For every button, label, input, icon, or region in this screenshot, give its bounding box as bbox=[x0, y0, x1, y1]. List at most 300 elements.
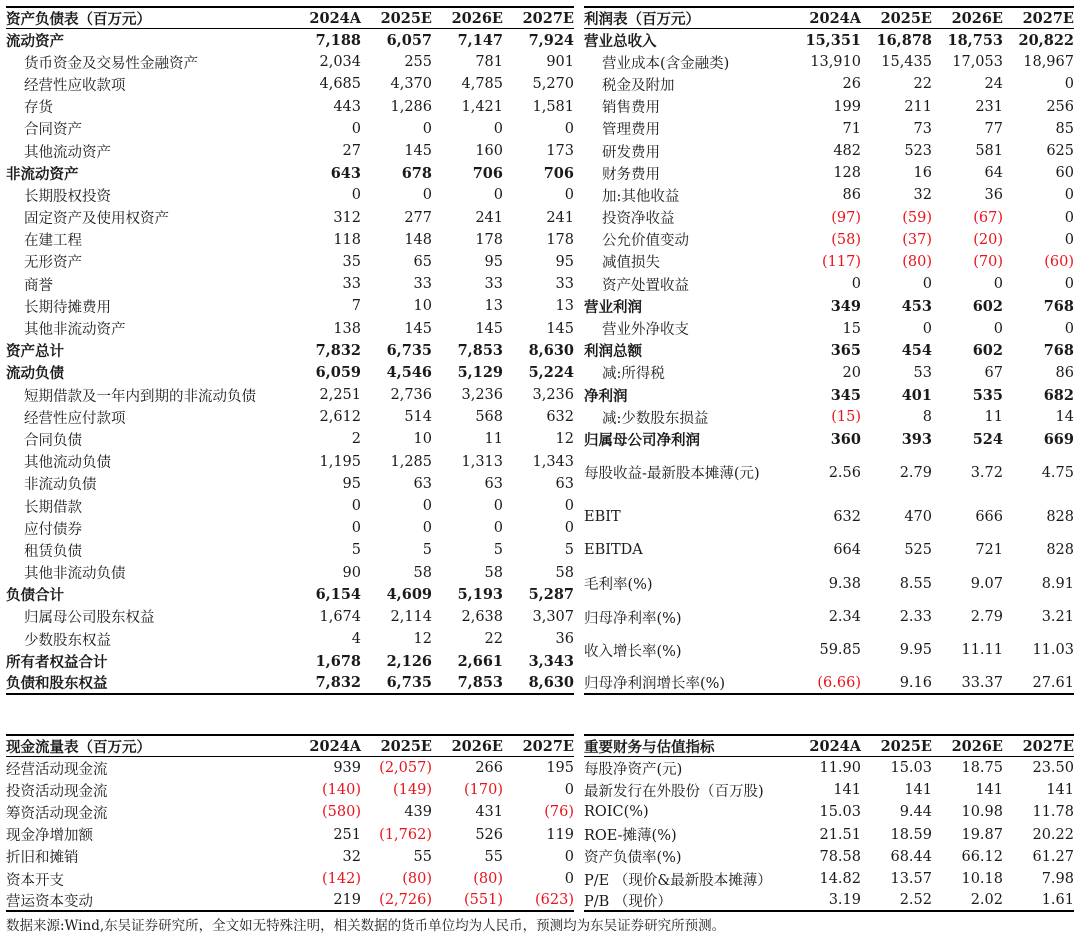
row-value: 18.75 bbox=[961, 760, 1003, 777]
table-row bbox=[6, 51, 574, 73]
year-header: 2025E bbox=[880, 9, 932, 27]
row-value: 67 bbox=[984, 364, 1003, 381]
row-value: 61.27 bbox=[1032, 848, 1074, 865]
table-header bbox=[584, 734, 1074, 757]
row-value: 0 bbox=[493, 120, 503, 137]
row-value: 3.19 bbox=[828, 892, 861, 909]
row-label: 归属母公司净利润 bbox=[584, 431, 700, 449]
source-note: 数据来源:Wind,东吴证券研究所，全文如无特殊注明，相关数据的货币单位均为人民币，预测均为东吴证券研究所预测。 bbox=[6, 918, 726, 934]
row-label: 最新发行在外股份（百万股) bbox=[584, 783, 764, 800]
row-label: 无形资产 bbox=[24, 255, 82, 272]
row-label: 现金净增加额 bbox=[6, 828, 93, 845]
year-header: 2026E bbox=[951, 737, 1003, 755]
row-value: 526 bbox=[475, 826, 503, 843]
row-value: 16,878 bbox=[876, 31, 932, 49]
row-value: 0 bbox=[564, 520, 574, 537]
row-value: 439 bbox=[404, 804, 432, 821]
row-value: 7.98 bbox=[1041, 871, 1074, 888]
row-value: 32 bbox=[342, 848, 361, 865]
table-row bbox=[6, 890, 574, 912]
row-value: 21.51 bbox=[819, 826, 861, 843]
row-value: 59.85 bbox=[819, 642, 861, 659]
table-row bbox=[6, 868, 574, 890]
row-value: 77 bbox=[984, 120, 1003, 137]
table-title: 现金流量表（百万元） bbox=[6, 738, 151, 756]
row-label: 财务费用 bbox=[602, 166, 660, 183]
row-value: 0 bbox=[564, 120, 574, 137]
row-value: 18,967 bbox=[1023, 54, 1074, 71]
row-value: 0 bbox=[564, 871, 574, 888]
row-value: 13,910 bbox=[810, 54, 861, 71]
row-value: 11.78 bbox=[1032, 804, 1074, 821]
row-value: 664 bbox=[833, 542, 861, 559]
row-value: 2,661 bbox=[457, 652, 503, 670]
row-value: 625 bbox=[1046, 143, 1074, 160]
row-label: 减值损失 bbox=[602, 255, 660, 272]
row-value: 0 bbox=[351, 498, 361, 515]
table-row bbox=[6, 317, 574, 339]
table-row bbox=[6, 251, 574, 273]
table-row bbox=[584, 73, 1074, 95]
row-label: 长期待摊费用 bbox=[24, 299, 111, 316]
row-value: 13 bbox=[484, 298, 503, 315]
row-value: 0 bbox=[993, 276, 1003, 293]
table-row bbox=[584, 229, 1074, 251]
row-value: 219 bbox=[333, 892, 361, 909]
table-row bbox=[584, 539, 1074, 561]
row-value: 7,832 bbox=[315, 674, 361, 692]
row-value: 16 bbox=[913, 165, 932, 182]
row-value: 6,057 bbox=[386, 31, 432, 49]
row-value: 148 bbox=[404, 231, 432, 248]
row-value: 8.91 bbox=[1041, 575, 1074, 592]
table-row bbox=[6, 406, 574, 428]
row-label: 租赁负债 bbox=[24, 543, 82, 560]
row-label: 少数股东权益 bbox=[24, 632, 111, 649]
table-title: 资产负债表（百万元） bbox=[6, 10, 151, 28]
row-value: 4,785 bbox=[461, 76, 503, 93]
row-value: 0 bbox=[1064, 231, 1074, 248]
row-label: 营业利润 bbox=[584, 298, 642, 316]
row-value: 828 bbox=[1046, 509, 1074, 526]
row-value: (117) bbox=[822, 253, 861, 270]
row-value: 1,313 bbox=[461, 453, 503, 470]
row-value: 568 bbox=[475, 409, 503, 426]
table-row bbox=[584, 207, 1074, 229]
row-value: 8 bbox=[922, 409, 932, 426]
row-value: 63 bbox=[484, 475, 503, 492]
row-value: 0 bbox=[422, 520, 432, 537]
table-row bbox=[584, 384, 1074, 406]
row-value: 251 bbox=[333, 826, 361, 843]
row-value: 0 bbox=[564, 848, 574, 865]
row-value: (142) bbox=[322, 871, 361, 888]
row-value: 55 bbox=[413, 848, 432, 865]
table-row bbox=[6, 362, 574, 384]
row-value: 68.44 bbox=[890, 848, 932, 865]
row-label: 税金及附加 bbox=[602, 77, 675, 94]
table-header bbox=[6, 734, 574, 757]
row-value: 11 bbox=[984, 409, 1003, 426]
table-row bbox=[6, 650, 574, 672]
table-row bbox=[584, 140, 1074, 162]
row-value: 160 bbox=[475, 143, 503, 160]
row-value: 5,287 bbox=[528, 586, 574, 604]
row-value: 4 bbox=[351, 631, 361, 648]
row-label: 营业总收入 bbox=[584, 32, 657, 50]
row-label: 在建工程 bbox=[24, 233, 82, 250]
row-value: 1,581 bbox=[532, 98, 574, 115]
row-value: 523 bbox=[904, 143, 932, 160]
row-value: 71 bbox=[842, 120, 861, 137]
row-value: (76) bbox=[544, 804, 574, 821]
row-value: 32 bbox=[913, 187, 932, 204]
row-value: 266 bbox=[475, 760, 503, 777]
row-value: 5 bbox=[564, 542, 574, 559]
row-label: 销售费用 bbox=[602, 100, 660, 117]
row-value: (37) bbox=[902, 231, 932, 248]
row-value: 2,114 bbox=[390, 608, 432, 625]
row-value: 682 bbox=[1043, 386, 1074, 404]
table-row bbox=[584, 779, 1074, 801]
row-value: 0 bbox=[493, 187, 503, 204]
row-value: 1.61 bbox=[1041, 892, 1074, 909]
row-value: (580) bbox=[322, 804, 361, 821]
row-value: (149) bbox=[393, 782, 432, 799]
row-value: 86 bbox=[1055, 364, 1074, 381]
table-row bbox=[584, 162, 1074, 184]
table-row bbox=[6, 539, 574, 561]
table-row bbox=[6, 846, 574, 868]
row-value: 2,638 bbox=[461, 608, 503, 625]
row-value: 365 bbox=[830, 342, 861, 360]
row-label: 资本开支 bbox=[6, 872, 64, 889]
row-label: 负债合计 bbox=[6, 587, 64, 605]
row-label: 减:所得税 bbox=[602, 366, 665, 383]
table-row bbox=[6, 73, 574, 95]
row-label: 经营活动现金流 bbox=[6, 761, 108, 778]
row-value: 33 bbox=[413, 276, 432, 293]
table-row bbox=[584, 890, 1074, 912]
row-value: 0 bbox=[564, 187, 574, 204]
table-header bbox=[6, 6, 574, 29]
row-value: 15.03 bbox=[890, 760, 932, 777]
row-value: 706 bbox=[543, 164, 574, 182]
row-label: 归属母公司股东权益 bbox=[24, 610, 155, 627]
row-label: 投资净收益 bbox=[602, 211, 675, 228]
row-value: 33.37 bbox=[961, 674, 1003, 691]
row-value: 10.18 bbox=[961, 871, 1003, 888]
row-value: 128 bbox=[833, 165, 861, 182]
row-label: 合同资产 bbox=[24, 122, 82, 139]
table-row bbox=[6, 118, 574, 140]
year-header: 2025E bbox=[380, 737, 432, 755]
row-value: 118 bbox=[333, 231, 361, 248]
row-value: 3,307 bbox=[532, 608, 574, 625]
row-value: 0 bbox=[422, 120, 432, 137]
row-value: (58) bbox=[831, 231, 861, 248]
row-value: (170) bbox=[464, 782, 503, 799]
row-value: 33 bbox=[555, 276, 574, 293]
row-value: 666 bbox=[975, 509, 1003, 526]
row-value: 706 bbox=[472, 164, 503, 182]
row-value: (59) bbox=[902, 209, 932, 226]
row-value: 5 bbox=[351, 542, 361, 559]
row-value: 3.21 bbox=[1041, 609, 1074, 626]
row-value: 7,188 bbox=[315, 31, 361, 49]
row-value: 145 bbox=[546, 320, 574, 337]
row-value: 20.22 bbox=[1032, 826, 1074, 843]
row-value: 20 bbox=[842, 364, 861, 381]
row-value: 33 bbox=[484, 276, 503, 293]
row-label: 长期股权投资 bbox=[24, 188, 111, 205]
table-row bbox=[584, 118, 1074, 140]
row-value: 78.58 bbox=[819, 848, 861, 865]
row-label: 应付债券 bbox=[24, 521, 82, 538]
row-label: 货币资金及交易性金融资产 bbox=[24, 55, 198, 72]
row-value: 535 bbox=[972, 386, 1003, 404]
row-value: 0 bbox=[564, 498, 574, 515]
row-value: 0 bbox=[922, 276, 932, 293]
row-value: 178 bbox=[475, 231, 503, 248]
row-label: 净利润 bbox=[584, 387, 628, 405]
row-label: 资产总计 bbox=[6, 343, 64, 361]
table-row bbox=[6, 428, 574, 450]
table-row bbox=[584, 184, 1074, 206]
table-row bbox=[584, 340, 1074, 362]
row-value: 9.44 bbox=[899, 804, 932, 821]
row-value: 470 bbox=[904, 509, 932, 526]
row-value: 63 bbox=[413, 475, 432, 492]
row-value: 3,236 bbox=[461, 387, 503, 404]
row-value: 145 bbox=[404, 320, 432, 337]
row-value: 602 bbox=[972, 342, 1003, 360]
row-value: 141 bbox=[833, 782, 861, 799]
row-value: 10.98 bbox=[961, 804, 1003, 821]
key-metrics-table bbox=[584, 734, 1074, 912]
table-row bbox=[6, 451, 574, 473]
table-row bbox=[6, 295, 574, 317]
table-row bbox=[6, 606, 574, 628]
year-header: 2027E bbox=[522, 9, 574, 27]
row-value: 33 bbox=[342, 276, 361, 293]
table-row bbox=[584, 824, 1074, 846]
row-value: 241 bbox=[546, 209, 574, 226]
row-value: 95 bbox=[342, 475, 361, 492]
row-value: 1,285 bbox=[390, 453, 432, 470]
row-value: 1,286 bbox=[390, 98, 432, 115]
row-label: ROIC(%) bbox=[584, 804, 649, 821]
row-value: 393 bbox=[901, 430, 932, 448]
row-value: 0 bbox=[1064, 76, 1074, 93]
balance-sheet-table bbox=[6, 6, 574, 695]
table-row bbox=[6, 824, 574, 846]
row-value: 18,753 bbox=[947, 31, 1003, 49]
row-value: (80) bbox=[402, 871, 432, 888]
row-value: 482 bbox=[833, 143, 861, 160]
row-label: 资产负债率(%) bbox=[584, 850, 682, 867]
row-label: EBIT bbox=[584, 509, 621, 526]
row-value: 15,351 bbox=[805, 31, 861, 49]
row-value: 4,685 bbox=[319, 76, 361, 93]
table-row bbox=[584, 295, 1074, 317]
row-label: ROE-摊薄(%) bbox=[584, 828, 677, 845]
row-value: (1,762) bbox=[379, 826, 432, 843]
row-value: 10 bbox=[413, 431, 432, 448]
row-value: 360 bbox=[830, 430, 861, 448]
row-value: 5,224 bbox=[528, 364, 574, 382]
row-value: 632 bbox=[546, 409, 574, 426]
row-label: 管理费用 bbox=[602, 122, 660, 139]
table-row bbox=[584, 846, 1074, 868]
row-value: 13 bbox=[555, 298, 574, 315]
row-label: 营运资本变动 bbox=[6, 893, 93, 910]
row-label: 公允价值变动 bbox=[602, 233, 689, 250]
row-value: 3,343 bbox=[528, 652, 574, 670]
row-value: 22 bbox=[484, 631, 503, 648]
row-label: 固定资产及使用权资产 bbox=[24, 211, 169, 228]
row-value: 5 bbox=[422, 542, 432, 559]
row-value: 0 bbox=[493, 498, 503, 515]
row-value: (70) bbox=[973, 253, 1003, 270]
row-value: 64 bbox=[984, 165, 1003, 182]
row-value: 7,853 bbox=[457, 342, 503, 360]
row-value: 643 bbox=[330, 164, 361, 182]
table-row bbox=[584, 51, 1074, 73]
row-value: 2.79 bbox=[899, 464, 932, 481]
table-row bbox=[6, 584, 574, 606]
row-value: 6,735 bbox=[386, 342, 432, 360]
table-row bbox=[584, 273, 1074, 295]
year-header: 2025E bbox=[380, 9, 432, 27]
row-value: 3,236 bbox=[532, 387, 574, 404]
row-value: 211 bbox=[904, 98, 932, 115]
row-value: 9.38 bbox=[828, 575, 861, 592]
year-header: 2027E bbox=[522, 737, 574, 755]
row-value: (623) bbox=[535, 892, 574, 909]
row-value: 256 bbox=[1046, 98, 1074, 115]
row-value: 12 bbox=[413, 631, 432, 648]
row-value: 12 bbox=[555, 431, 574, 448]
row-label: 折旧和摊销 bbox=[6, 850, 79, 867]
row-label: EBITDA bbox=[584, 542, 643, 559]
row-value: 58 bbox=[484, 564, 503, 581]
table-row bbox=[584, 362, 1074, 384]
row-label: 存货 bbox=[24, 100, 53, 117]
row-value: 2.34 bbox=[828, 609, 861, 626]
row-value: 1,195 bbox=[319, 453, 361, 470]
table-row bbox=[584, 673, 1074, 695]
table-row bbox=[6, 207, 574, 229]
row-value: 145 bbox=[404, 143, 432, 160]
row-value: 119 bbox=[546, 826, 574, 843]
row-value: 0 bbox=[922, 320, 932, 337]
table-row bbox=[6, 672, 574, 694]
row-label: 减:少数股东损益 bbox=[602, 410, 709, 427]
table-row bbox=[6, 779, 574, 801]
row-value: 22 bbox=[913, 76, 932, 93]
row-value: 18.59 bbox=[890, 826, 932, 843]
row-value: 7,853 bbox=[457, 674, 503, 692]
row-value: 60 bbox=[1055, 165, 1074, 182]
row-value: 11.11 bbox=[961, 642, 1003, 659]
row-value: 66.12 bbox=[961, 848, 1003, 865]
table-row bbox=[584, 495, 1074, 539]
row-value: 454 bbox=[901, 342, 932, 360]
table-row bbox=[6, 96, 574, 118]
table-row bbox=[6, 273, 574, 295]
row-value: 15 bbox=[842, 320, 861, 337]
row-value: 768 bbox=[1043, 297, 1074, 315]
row-value: 0 bbox=[422, 498, 432, 515]
row-value: 24 bbox=[984, 76, 1003, 93]
row-value: 7,832 bbox=[315, 342, 361, 360]
year-header: 2024A bbox=[809, 737, 861, 755]
table-row bbox=[584, 29, 1074, 51]
row-label: 利润总额 bbox=[584, 343, 642, 361]
row-value: 0 bbox=[351, 187, 361, 204]
row-value: 0 bbox=[1064, 209, 1074, 226]
row-value: 581 bbox=[975, 143, 1003, 160]
row-value: 8.55 bbox=[899, 575, 932, 592]
row-value: 0 bbox=[351, 120, 361, 137]
row-value: 7,924 bbox=[528, 31, 574, 49]
row-value: 0 bbox=[993, 320, 1003, 337]
income-statement-table bbox=[584, 6, 1074, 695]
table-row bbox=[6, 757, 574, 779]
row-value: 901 bbox=[546, 54, 574, 71]
row-value: 36 bbox=[984, 187, 1003, 204]
row-value: 27 bbox=[342, 143, 361, 160]
row-value: 4,370 bbox=[390, 76, 432, 93]
row-value: 73 bbox=[913, 120, 932, 137]
row-value: 36 bbox=[555, 631, 574, 648]
row-value: 0 bbox=[564, 782, 574, 799]
row-value: 17,053 bbox=[952, 54, 1003, 71]
row-value: 349 bbox=[830, 297, 861, 315]
table-row bbox=[6, 162, 574, 184]
row-value: 195 bbox=[546, 760, 574, 777]
row-value: 15,435 bbox=[881, 54, 932, 71]
row-value: 781 bbox=[475, 54, 503, 71]
year-header: 2024A bbox=[309, 737, 361, 755]
row-value: 4,609 bbox=[386, 586, 432, 604]
row-value: 55 bbox=[484, 848, 503, 865]
row-value: 0 bbox=[851, 276, 861, 293]
table-row bbox=[584, 562, 1074, 606]
table-row bbox=[584, 606, 1074, 628]
row-value: 1,674 bbox=[319, 608, 361, 625]
row-value: 5,270 bbox=[532, 76, 574, 93]
row-value: 4.75 bbox=[1041, 464, 1074, 481]
table-row bbox=[584, 96, 1074, 118]
year-header: 2027E bbox=[1022, 737, 1074, 755]
row-value: 2.33 bbox=[899, 609, 932, 626]
row-value: 95 bbox=[484, 253, 503, 270]
row-label: P/E （现价&最新股本摊薄） bbox=[584, 872, 772, 889]
row-label: 经营性应付款项 bbox=[24, 410, 126, 427]
year-header: 2024A bbox=[809, 9, 861, 27]
row-value: 85 bbox=[1055, 120, 1074, 137]
row-value: 11.90 bbox=[819, 760, 861, 777]
row-value: 669 bbox=[1043, 430, 1074, 448]
row-value: 6,735 bbox=[386, 674, 432, 692]
row-value: 2,034 bbox=[319, 54, 361, 71]
table-row bbox=[6, 340, 574, 362]
row-value: 141 bbox=[1046, 782, 1074, 799]
row-value: 23.50 bbox=[1032, 760, 1074, 777]
row-value: 0 bbox=[351, 520, 361, 537]
